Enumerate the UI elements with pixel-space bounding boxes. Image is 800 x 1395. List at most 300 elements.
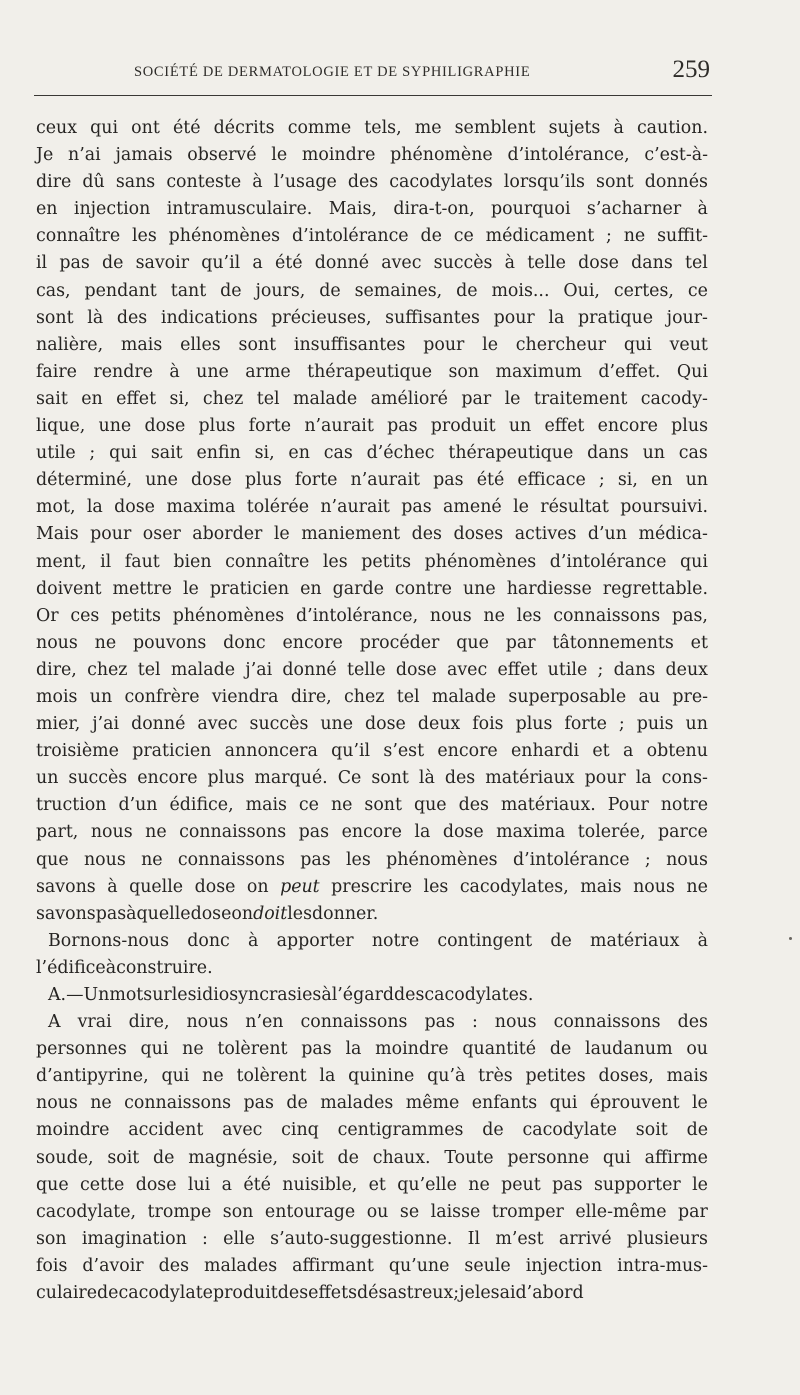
word: forte xyxy=(564,714,607,735)
word: caution. xyxy=(636,118,708,138)
word: part, xyxy=(36,822,79,843)
word: contre xyxy=(394,578,452,599)
word: médica- xyxy=(638,524,708,545)
word: qui xyxy=(549,1093,578,1114)
word: d’un xyxy=(118,795,158,816)
word: ; xyxy=(453,1283,460,1304)
word: même xyxy=(405,1093,460,1114)
page-number: 259 xyxy=(672,56,710,83)
word: soit xyxy=(291,1147,324,1168)
word: pas xyxy=(301,1039,332,1060)
text-line xyxy=(36,386,708,413)
word: lui xyxy=(187,1174,211,1195)
word: ; xyxy=(606,226,612,247)
word: dose xyxy=(190,903,232,924)
word: jours, xyxy=(255,280,306,301)
text-line xyxy=(36,874,708,901)
word: chercheur xyxy=(515,334,607,355)
word: je xyxy=(459,1283,475,1304)
word: que xyxy=(456,632,489,653)
word: malade xyxy=(170,659,236,680)
text-line xyxy=(36,819,708,846)
word: et xyxy=(592,741,610,762)
word: produit xyxy=(212,1283,278,1304)
word: oser xyxy=(142,524,181,545)
word: a xyxy=(252,253,263,274)
word: mais xyxy=(245,795,287,816)
word: sont xyxy=(364,795,402,816)
word: malade xyxy=(292,388,358,409)
word: une xyxy=(462,578,496,599)
word: certes, xyxy=(613,280,674,301)
word: le xyxy=(182,578,199,599)
text-line xyxy=(36,223,708,250)
word: nous xyxy=(90,822,133,843)
word: encore xyxy=(137,768,198,789)
word: Toute xyxy=(444,1147,494,1168)
word: tel xyxy=(396,686,420,707)
word: si, xyxy=(617,470,638,491)
word: à xyxy=(126,903,137,924)
word: donné xyxy=(282,659,337,680)
text-line xyxy=(36,440,708,467)
word: praticien xyxy=(132,741,212,762)
word: si, xyxy=(254,443,275,464)
word: ou xyxy=(686,1039,708,1060)
text-line xyxy=(36,1090,708,1117)
word: effet xyxy=(497,659,538,680)
word: ce xyxy=(453,226,474,247)
text-line xyxy=(36,901,708,928)
word: avec xyxy=(222,1120,263,1141)
word: une xyxy=(145,470,178,491)
word: qu’une xyxy=(388,1255,450,1276)
word: thérapeutique xyxy=(307,361,433,382)
word: la xyxy=(414,822,431,843)
word: ne xyxy=(623,226,646,247)
word: pour xyxy=(493,307,535,328)
word: des xyxy=(458,795,489,816)
word: résultat xyxy=(540,497,609,518)
word: cacodylates xyxy=(389,172,493,193)
word: centigrammes xyxy=(337,1120,464,1141)
word: les xyxy=(131,226,157,247)
word: que xyxy=(36,849,69,870)
word: qui xyxy=(140,1039,169,1060)
word: cas, xyxy=(36,280,71,301)
word: un xyxy=(89,686,113,707)
word: en xyxy=(300,578,322,599)
word: ment, xyxy=(36,551,87,572)
word: nous xyxy=(186,1012,229,1033)
word: la xyxy=(635,768,652,789)
word: donnés xyxy=(644,172,708,193)
word: tels, xyxy=(364,118,402,138)
text-line xyxy=(36,494,708,521)
word: intramusculaire. xyxy=(166,199,313,220)
text-line xyxy=(36,1226,708,1253)
text-line xyxy=(36,250,708,277)
word: magnésie, xyxy=(188,1147,279,1168)
word: utile xyxy=(547,659,588,680)
word: ; xyxy=(618,714,625,735)
word: telle xyxy=(527,253,566,274)
word: s’est xyxy=(383,741,425,762)
word: chaux. xyxy=(372,1147,431,1168)
word: pendant xyxy=(84,280,157,301)
word: enfin xyxy=(196,443,241,464)
word: mot, xyxy=(36,497,76,518)
word: thérapeutique xyxy=(448,443,574,464)
word: faire xyxy=(36,361,77,382)
word: elle xyxy=(223,1228,255,1249)
word: dans xyxy=(587,443,629,464)
word: des xyxy=(158,1255,189,1276)
word: nous xyxy=(666,849,708,870)
word: les xyxy=(423,876,449,897)
word: ne xyxy=(468,1174,490,1195)
word: pas xyxy=(298,822,330,843)
text-line xyxy=(36,928,708,955)
word: : xyxy=(471,1012,478,1033)
word: à xyxy=(169,361,180,382)
word: ce xyxy=(298,795,319,816)
word: médicament xyxy=(485,226,595,247)
word: quinine xyxy=(348,1066,415,1087)
word: tel xyxy=(137,659,161,680)
word: quelle xyxy=(129,876,184,897)
word: son xyxy=(448,361,480,382)
word: des xyxy=(277,1283,309,1304)
word: la xyxy=(319,1066,336,1087)
word: annoncera xyxy=(224,741,318,762)
word: été xyxy=(476,470,505,491)
word: qu’elle xyxy=(397,1174,457,1195)
word: forte xyxy=(248,416,292,437)
text-line xyxy=(36,1199,708,1226)
word: nous xyxy=(494,1012,537,1033)
word: phénomènes xyxy=(386,849,498,870)
word: par xyxy=(461,388,492,409)
word: qui xyxy=(161,1066,190,1087)
body-text xyxy=(36,115,708,1307)
word: le xyxy=(271,145,288,166)
word: comme xyxy=(287,118,352,138)
word: Un xyxy=(83,985,110,1005)
word: d’antipyrine, xyxy=(36,1066,149,1087)
word: imagination xyxy=(81,1228,187,1249)
word: on xyxy=(246,876,269,897)
word: dire xyxy=(36,172,72,193)
word: moindre xyxy=(375,1039,449,1060)
word: personnes xyxy=(36,1039,127,1060)
word: tolèrent xyxy=(236,1066,307,1087)
word: été xyxy=(172,118,201,138)
word: nous xyxy=(633,876,675,897)
word: de xyxy=(220,280,242,301)
word: connaissons xyxy=(179,822,287,843)
word: pour xyxy=(423,334,465,355)
word: Qui xyxy=(676,361,708,382)
word: éprouvent xyxy=(589,1093,680,1114)
word: garde xyxy=(332,578,384,599)
text-line xyxy=(36,332,708,359)
word: plus xyxy=(207,768,245,789)
word: tant xyxy=(170,280,207,301)
word: dose xyxy=(135,1174,177,1195)
text-line xyxy=(36,684,708,711)
word: : xyxy=(202,1228,208,1249)
word: à xyxy=(252,172,263,193)
word: d’intolérance, xyxy=(507,145,630,166)
word: jour- xyxy=(666,307,708,328)
word: dans xyxy=(631,253,673,274)
word: encore xyxy=(437,741,498,762)
word: malades xyxy=(204,1255,278,1276)
word: la xyxy=(86,497,103,518)
word: été xyxy=(243,1174,271,1195)
word: s’auto-suggestionne. xyxy=(270,1228,453,1249)
word: m’est xyxy=(495,1228,544,1249)
word: idiosyncrasies xyxy=(196,985,322,1005)
word: à xyxy=(321,985,332,1005)
word: j’ai xyxy=(92,714,120,735)
word: un xyxy=(685,470,708,491)
word: qu’il xyxy=(201,253,241,274)
word: trompe xyxy=(147,1201,212,1222)
word: de xyxy=(97,1283,119,1304)
text-line xyxy=(36,1117,708,1144)
word: cacody- xyxy=(640,388,708,409)
word: avec xyxy=(446,659,488,680)
word: savoir xyxy=(135,253,190,274)
word: poursuivi. xyxy=(620,497,708,518)
word: sujets xyxy=(548,118,601,138)
word: quelle xyxy=(136,903,191,924)
word: ne xyxy=(483,605,505,626)
word: amélioré xyxy=(370,388,448,409)
word: succès xyxy=(249,714,309,735)
word: ai xyxy=(499,1283,516,1304)
word: supporter xyxy=(593,1174,681,1195)
word: notre xyxy=(371,930,420,951)
word: notre xyxy=(660,795,708,816)
word: dose xyxy=(365,714,406,735)
word: efficace xyxy=(517,470,586,491)
word: et xyxy=(690,632,708,653)
word: malade xyxy=(431,686,497,707)
word: Je xyxy=(36,145,54,166)
word: sont xyxy=(371,768,409,789)
word: une xyxy=(320,714,354,735)
word: Mais, xyxy=(328,199,377,220)
word: on xyxy=(231,903,254,924)
word: ne xyxy=(94,632,117,653)
word: cacodylate xyxy=(522,1120,617,1141)
word: Pour xyxy=(607,795,649,816)
word: amené xyxy=(443,497,502,518)
text-line xyxy=(36,847,708,874)
word: matériaux xyxy=(485,768,575,789)
word: été xyxy=(274,253,303,274)
word: cas xyxy=(323,443,353,464)
word: produit xyxy=(430,416,496,437)
word: en xyxy=(81,388,103,409)
word: de xyxy=(337,1147,359,1168)
word: injection xyxy=(73,199,151,220)
word: enfants xyxy=(471,1093,538,1114)
text-line xyxy=(36,467,708,494)
word: plus xyxy=(515,714,553,735)
word: a xyxy=(622,741,634,762)
text-line xyxy=(36,278,708,305)
word: petits xyxy=(111,605,161,626)
word: d’abord xyxy=(515,1283,584,1304)
word: doivent xyxy=(36,578,102,599)
word: chez xyxy=(202,388,244,409)
word: fois xyxy=(36,1255,68,1276)
word: arme xyxy=(245,361,291,382)
word: tâtonnements xyxy=(552,632,674,653)
word: par xyxy=(678,1201,708,1222)
word: d’intolérance xyxy=(291,226,409,247)
word: hardiesse xyxy=(506,578,592,599)
word: puis xyxy=(636,714,674,735)
word: obtenu xyxy=(646,741,708,762)
word: avec xyxy=(381,253,422,274)
word: tolérée xyxy=(246,497,309,518)
word: Bornons-nous xyxy=(48,930,170,951)
word: n’aurait xyxy=(320,497,390,518)
text-line xyxy=(36,1036,708,1063)
word: pas xyxy=(300,849,331,870)
word: les xyxy=(287,903,313,924)
word: viendra xyxy=(211,686,279,707)
word: de xyxy=(686,1120,708,1141)
word: a xyxy=(221,1174,232,1195)
word: nuisible, xyxy=(282,1174,358,1195)
word: maximum xyxy=(495,361,582,382)
word: une xyxy=(98,416,132,437)
word: ne xyxy=(90,1093,112,1114)
emphasized-word: peut xyxy=(280,876,320,897)
word: ont xyxy=(131,118,160,138)
word: un xyxy=(36,768,59,789)
word: deux xyxy=(665,659,708,680)
word: mettre xyxy=(112,578,172,599)
word: il xyxy=(36,253,48,274)
word: cinq xyxy=(281,1120,319,1141)
word: ce xyxy=(687,280,708,301)
word: de xyxy=(153,1147,175,1168)
word: pas xyxy=(552,1174,583,1195)
word: l’usage xyxy=(273,172,337,193)
word: à xyxy=(504,253,516,274)
word: sait xyxy=(36,388,68,409)
word: culaire xyxy=(36,1283,98,1304)
header-rule xyxy=(34,95,712,96)
word: pas, xyxy=(671,605,708,626)
word: semblent xyxy=(454,118,536,138)
word: qui xyxy=(679,551,708,572)
word: effet xyxy=(116,388,157,409)
text-line xyxy=(36,196,708,223)
word: forte xyxy=(294,470,338,491)
word: les xyxy=(171,985,197,1005)
word: donner. xyxy=(312,903,379,924)
word: ou xyxy=(366,1201,389,1222)
word: les xyxy=(516,605,542,626)
word: de xyxy=(482,1120,504,1141)
word: cacodylate xyxy=(118,1283,213,1304)
word: tromper xyxy=(491,1201,564,1222)
word: un xyxy=(685,714,708,735)
word: des xyxy=(116,307,148,328)
word: plusieurs xyxy=(626,1228,708,1249)
word: bien xyxy=(173,551,212,572)
word: pas xyxy=(387,416,418,437)
word: chez xyxy=(344,686,385,707)
word: l’édifice xyxy=(36,957,106,978)
word: jamais xyxy=(115,145,173,166)
word: le xyxy=(692,1174,708,1195)
word: sait xyxy=(150,443,183,464)
word: cacodylates, xyxy=(459,876,569,897)
word: indications xyxy=(160,307,258,328)
word: connaissons xyxy=(300,1012,408,1033)
word: décrits xyxy=(213,118,275,138)
word: arrivé xyxy=(558,1228,612,1249)
word: Or xyxy=(36,605,59,626)
word: tolerée, xyxy=(577,822,646,843)
word: les xyxy=(346,849,371,870)
word: dose xyxy=(442,822,484,843)
word: à xyxy=(613,118,624,138)
word: avec xyxy=(197,714,238,735)
text-line xyxy=(36,115,708,142)
word: Ce xyxy=(337,768,362,789)
word: par xyxy=(505,632,536,653)
word: d’effet. xyxy=(598,361,661,382)
word: ; xyxy=(597,659,604,680)
word: dose xyxy=(578,253,619,274)
word: succès xyxy=(433,253,493,274)
text-line xyxy=(36,657,708,684)
word: mais xyxy=(580,876,622,897)
word: le xyxy=(504,388,521,409)
word: doses xyxy=(453,524,504,545)
word: dose xyxy=(395,659,437,680)
word: la xyxy=(548,307,565,328)
word: petits xyxy=(361,551,412,572)
text-line xyxy=(36,142,708,169)
word: dire, xyxy=(36,659,77,680)
word: de xyxy=(286,1093,308,1114)
word: phénomènes xyxy=(172,605,285,626)
word: à xyxy=(697,930,708,951)
word: A. xyxy=(48,985,67,1005)
word: insuffisantes xyxy=(293,334,406,355)
word: pre- xyxy=(672,686,708,707)
word: phénomènes xyxy=(424,551,537,572)
word: ne xyxy=(686,876,708,897)
word: pas xyxy=(95,903,127,924)
word: faut xyxy=(124,551,160,572)
word: donc xyxy=(187,930,230,951)
word: les xyxy=(474,1283,500,1304)
word: ; xyxy=(644,849,651,870)
word: le xyxy=(482,334,498,355)
